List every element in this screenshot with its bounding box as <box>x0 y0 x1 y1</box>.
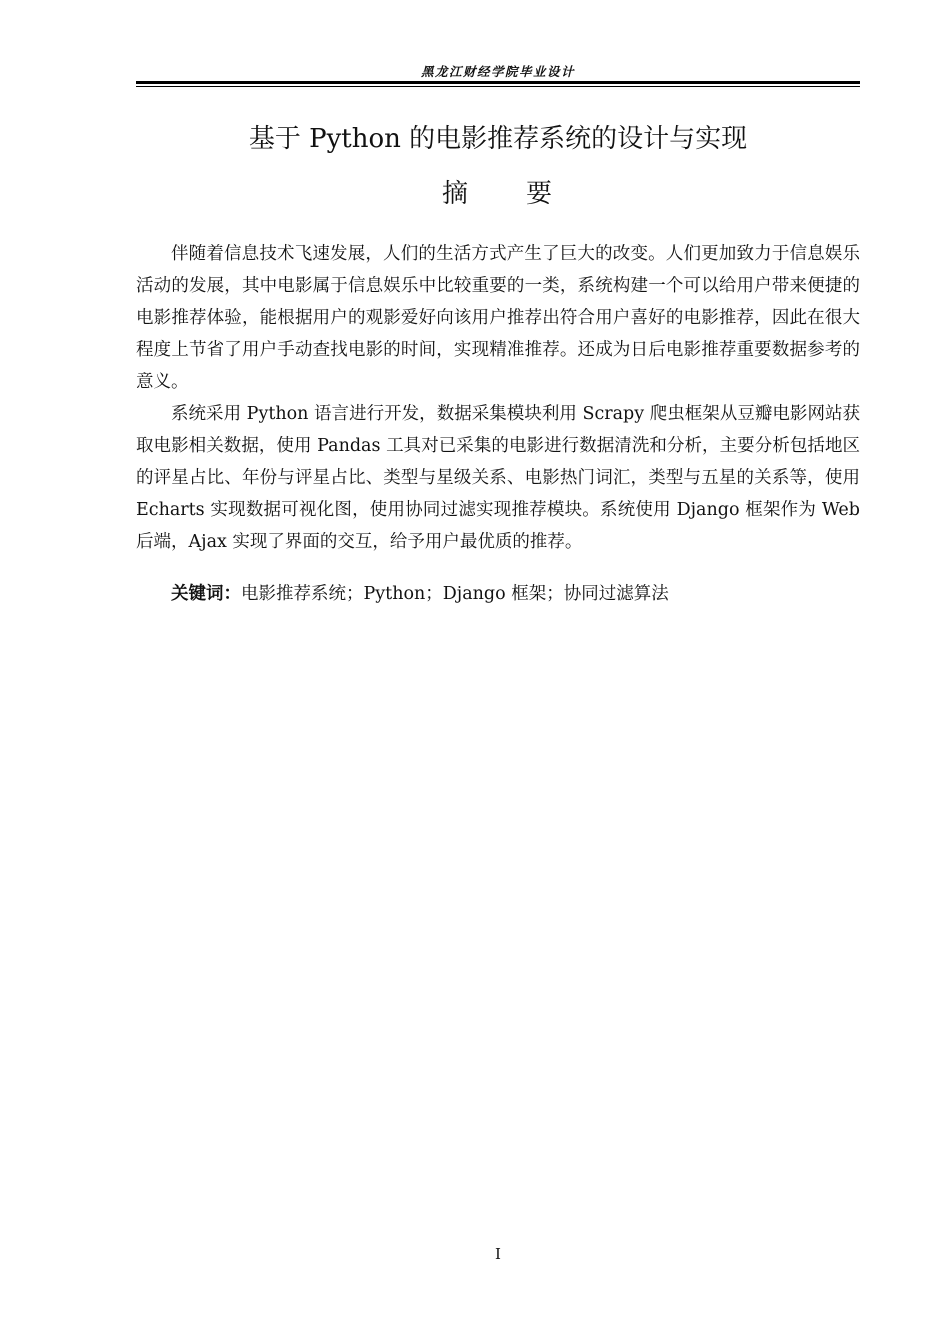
abstract-heading-left: 摘 <box>441 179 470 209</box>
keywords-text: 电影推荐系统；Python；Django 框架；协同过滤算法 <box>241 584 669 604</box>
abstract-paragraph-1: 伴随着信息技术飞速发展，人们的生活方式产生了巨大的改变。人们更加致力于信息娱乐活动的发展，其中电影属于信息娱乐中比较重要的一类，系统构建一个可以给用户带来便捷的电影推荐体验，能根据用户的观影爱好向该用户推荐出符合用户喜好的电影推荐，因此在很大程度上节省了用户手动查找电影的时间，实现精准推荐。还成为日后电影推荐重要数据参考的意义。 <box>136 244 860 392</box>
abstract-body <box>136 238 860 558</box>
page-number: I <box>495 1245 501 1263</box>
abstract-heading-right: 要 <box>526 179 555 209</box>
header-rule-thin <box>136 86 860 87</box>
running-header: 黑龙江财经学院毕业设计 <box>420 64 575 79</box>
keywords-label: 关键词： <box>171 584 241 604</box>
keywords-line <box>136 578 860 610</box>
abstract-heading <box>136 175 860 213</box>
document-title: 基于 Python 的电影推荐系统的设计与实现 <box>248 124 748 154</box>
abstract-paragraph-2: 系统采用 Python 语言进行开发，数据采集模块利用 Scrapy 爬虫框架从豆瓣电影网站获取电影相关数据，使用 Pandas 工具对已采集的电影进行数据清洗和分析，主要分析包括地区的评星占比、年份与评星占比、类型与星级关系、电影热门词汇，类型与五星的关系等，使用 Echarts 实现数据可视化图，使用协同过滤实现推荐模块。系统使用 Django 框架作为 Web 后端，Ajax 实现了界面的交互，给予用户最优质的推荐。 <box>136 404 860 552</box>
header-rule-thick <box>136 81 860 84</box>
